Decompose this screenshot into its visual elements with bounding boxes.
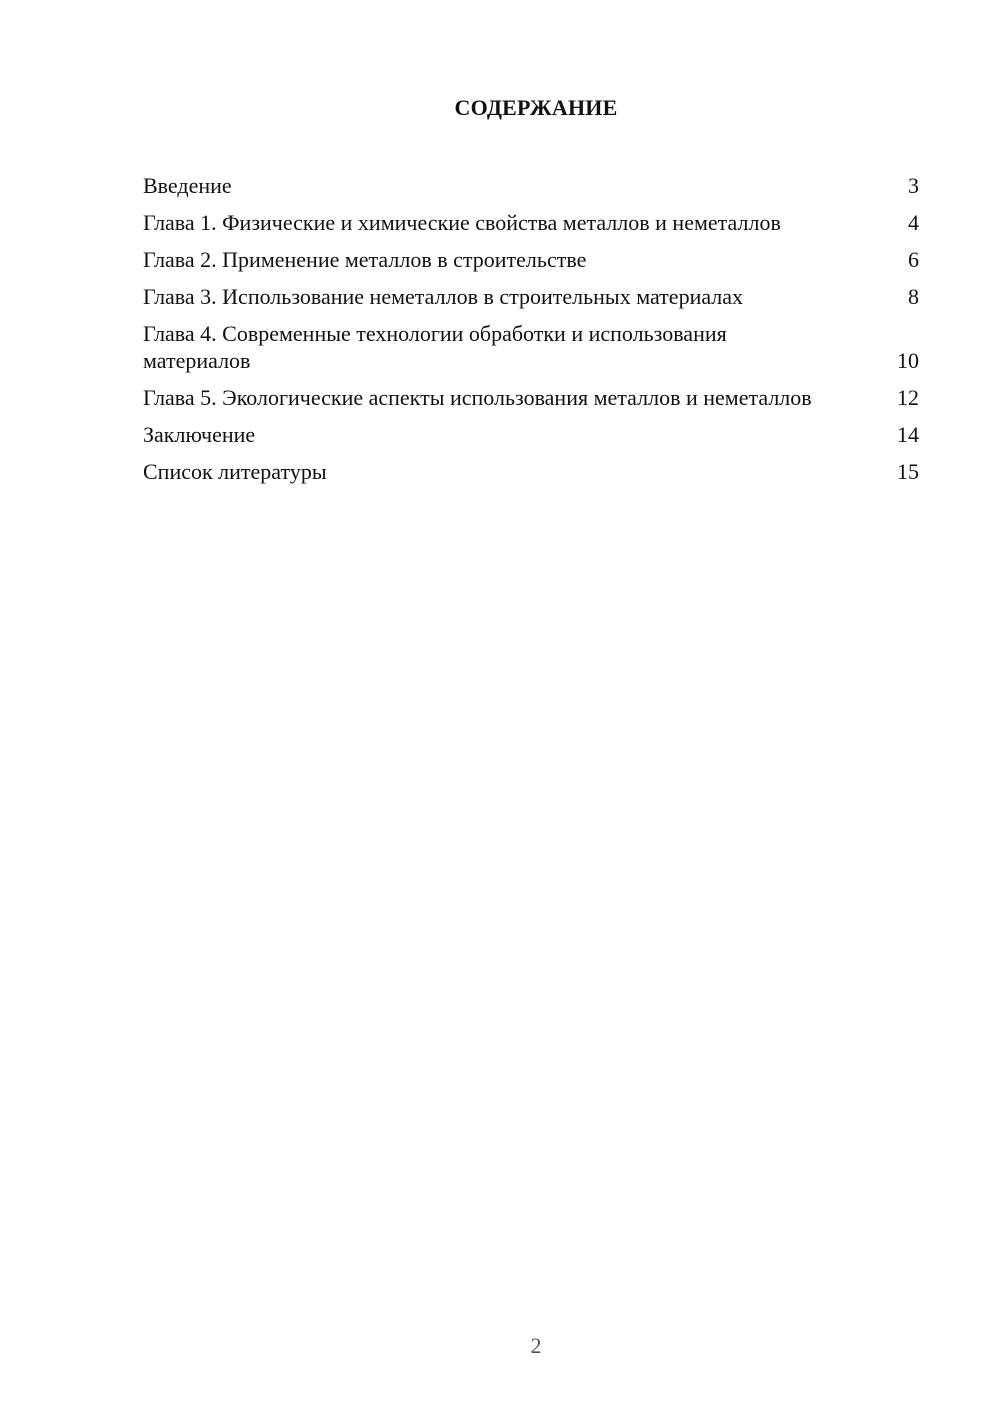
page-number: 2 (530, 1333, 542, 1358)
toc-entry-chapter-5 (143, 384, 919, 411)
toc-entry-label: Список литературы (143, 459, 327, 484)
toc-entry-page: 15 (897, 459, 919, 484)
toc-entry-page: 10 (897, 348, 919, 373)
toc-entry-label: Введение (143, 173, 232, 198)
toc-title: СОДЕРЖАНИЕ (454, 95, 618, 120)
toc-entry-label: Глава 1. Физические и химические свойства металлов и неметаллов (143, 210, 781, 235)
toc-entry-label: Глава 5. Экологические аспекты использования металлов и неметаллов (143, 385, 812, 410)
toc-entry-chapter-3 (143, 283, 919, 310)
toc-entry-label: Заключение (143, 422, 256, 447)
toc-entry-introduction (143, 172, 919, 199)
toc-entry-page: 12 (897, 385, 919, 410)
toc-entry-page: 14 (897, 422, 919, 447)
toc-entry-page: 3 (908, 173, 919, 198)
toc-entry-chapter-2 (143, 246, 919, 273)
toc-entry-label: Глава 2. Применение металлов в строительстве (143, 247, 587, 272)
toc-entry-page: 4 (908, 210, 919, 235)
toc-entry-label: Глава 4. Современные технологии обработки и использования материалов (143, 321, 727, 373)
toc-entry-chapter-4 (143, 320, 919, 374)
toc-entry-chapter-1 (143, 209, 919, 236)
toc-entry-conclusion (143, 421, 919, 448)
toc-entry-references (143, 458, 919, 485)
toc-entry-label: Глава 3. Использование неметаллов в строительных материалах (143, 284, 744, 309)
toc-entry-page: 6 (908, 247, 919, 272)
toc-entry-page: 8 (908, 284, 919, 309)
table-of-contents (143, 172, 919, 495)
